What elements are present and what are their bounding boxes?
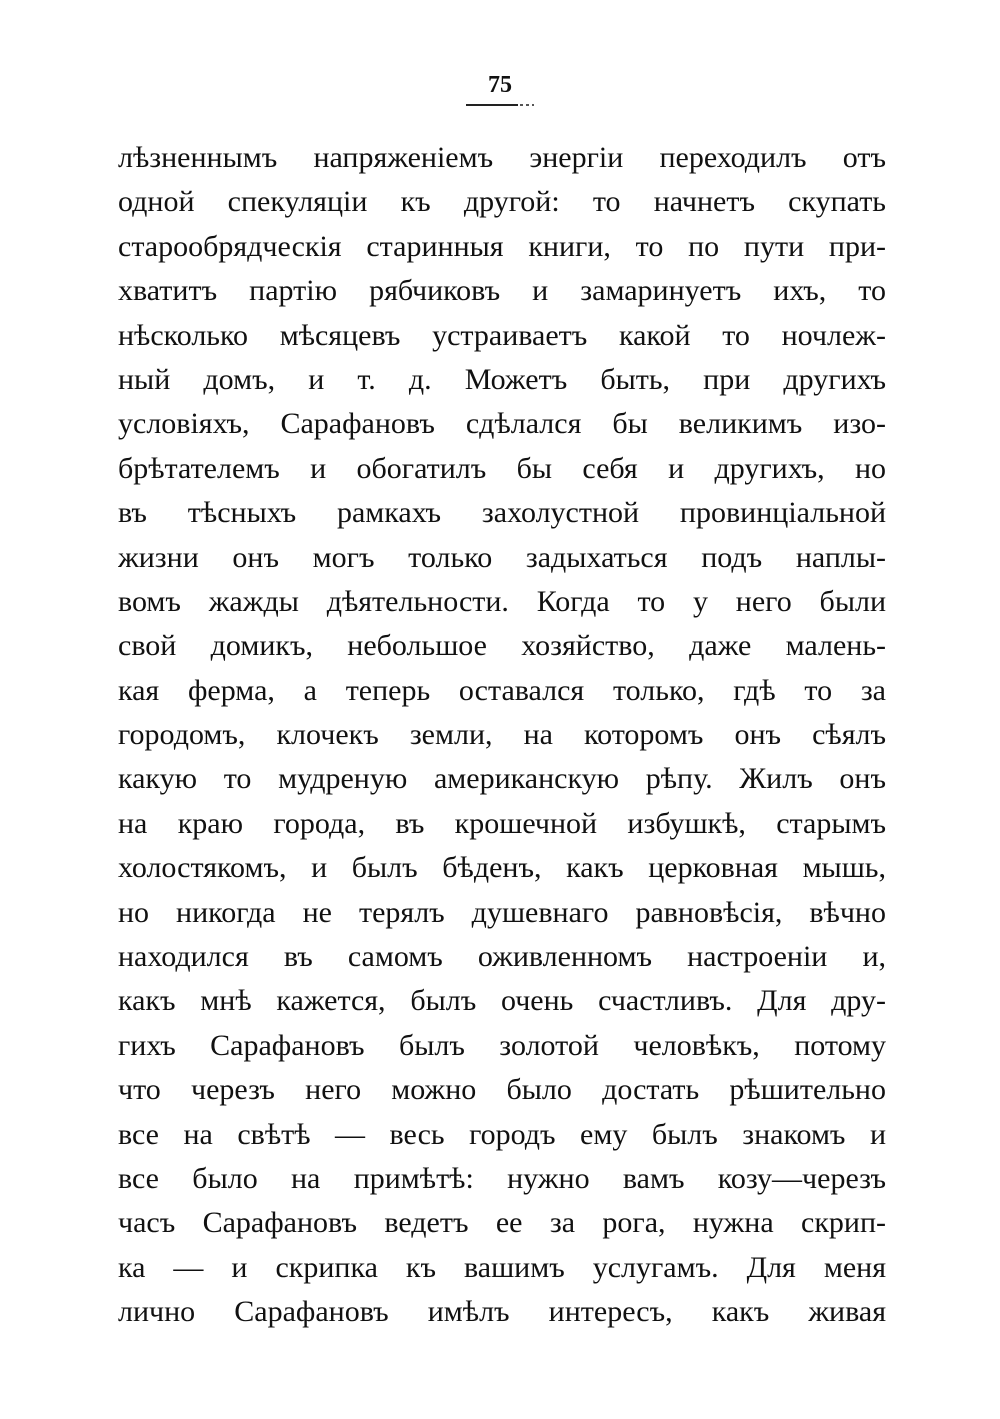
text-line: но никогда не терялъ душевнаго равновѣсія, вѣчно bbox=[118, 895, 886, 929]
body-text bbox=[118, 136, 886, 1335]
text-line: какую то мудреную американскую рѣпу. Жилъ онъ bbox=[118, 762, 886, 796]
text-line: гихъ Сарафановъ былъ золотой человѣкъ, потому bbox=[118, 1028, 886, 1062]
text-line: лично Сарафановъ имѣлъ интересъ, какъ живая bbox=[118, 1295, 886, 1329]
text-line: вомъ жажды дѣятельности. Когда то у него были bbox=[118, 584, 886, 618]
text-line: все на свѣтѣ — весь городъ ему былъ знакомъ и bbox=[118, 1117, 886, 1151]
text-line: что черезъ него можно было достать рѣшительно bbox=[118, 1073, 886, 1107]
text-line: городомъ, клочекъ земли, на которомъ онъ сѣялъ bbox=[118, 718, 886, 752]
text-line: кая ферма, а теперь оставался только, гдѣ то за bbox=[118, 673, 886, 707]
text-line: часъ Сарафановъ ведетъ ее за рога, нужна скрип- bbox=[118, 1206, 886, 1240]
text-line: какъ мнѣ кажется, былъ очень счастливъ. Для дру- bbox=[118, 984, 886, 1018]
page-number-rule-dots bbox=[520, 104, 534, 106]
text-line: свой домикъ, небольшое хозяйство, даже малень- bbox=[118, 629, 886, 663]
text-line: въ тѣсныхъ рамкахъ захолустной провинціальной bbox=[118, 496, 886, 530]
text-line: хватитъ партію рябчиковъ и замаринуетъ ихъ, то bbox=[118, 274, 886, 308]
text-line: холостякомъ, и былъ бѣденъ, какъ церковная мышь, bbox=[118, 851, 886, 885]
text-line: одной спекуляціи къ другой: то начнетъ скупать bbox=[118, 185, 886, 219]
text-line: старообрядческія старинныя книги, то по пути при- bbox=[118, 229, 886, 263]
text-line: лѣзненнымъ напряженіемъ энергіи переходилъ отъ bbox=[118, 141, 886, 174]
text-line: условіяхъ, Сарафановъ сдѣлался бы великимъ изо- bbox=[118, 407, 886, 441]
text-line: нѣсколько мѣсяцевъ устраиваетъ какой то ночлеж- bbox=[118, 318, 886, 352]
text-line: все было на примѣтѣ: нужно вамъ козу—черезъ bbox=[118, 1161, 886, 1195]
text-line: брѣтателемъ и обогатилъ бы себя и другихъ, но bbox=[118, 451, 886, 485]
text-line: ный домъ, и т. д. Можетъ быть, при другихъ bbox=[118, 362, 886, 396]
text-line: жизни онъ могъ только задыхаться подъ наплы- bbox=[118, 540, 886, 574]
page-number-rule bbox=[466, 104, 518, 106]
text-line: на краю города, въ крошечной избушкѣ, старымъ bbox=[118, 806, 886, 840]
text-line: находился въ самомъ оживленномъ настроеніи и, bbox=[118, 940, 886, 974]
text-line: ка — и скрипка къ вашимъ услугамъ. Для меня bbox=[118, 1250, 886, 1284]
page-number: 75 bbox=[488, 72, 512, 98]
